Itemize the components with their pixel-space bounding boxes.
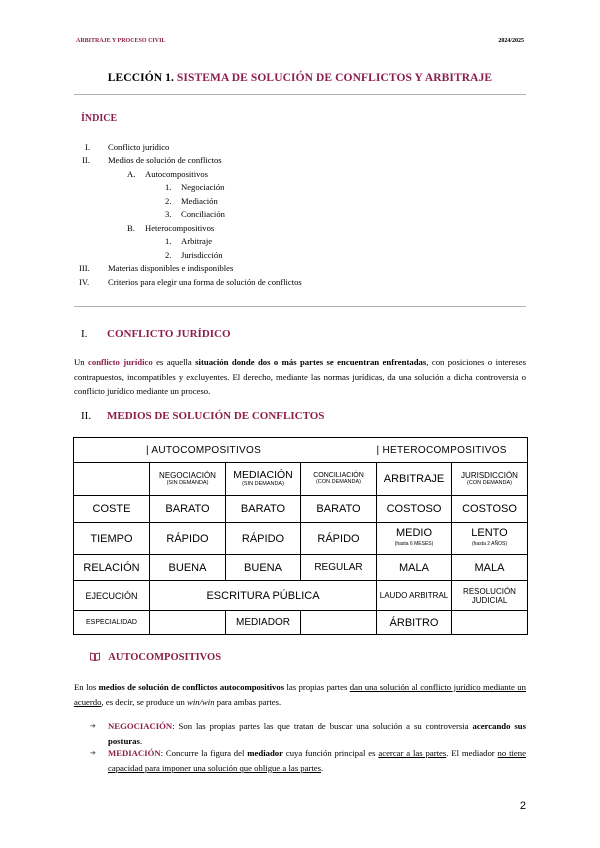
running-header (76, 38, 524, 44)
table-cell: LAUDO ARBITRAL (377, 581, 452, 611)
text-run: es aquella (152, 357, 196, 367)
comparison-table (73, 437, 528, 635)
table-row (74, 581, 528, 611)
toc-label: Autocompositivos (145, 169, 209, 179)
toc-num: 1. (165, 236, 172, 246)
toc-num: III. (79, 263, 90, 273)
col-header-conciliacion (301, 463, 377, 496)
col-title: MEDIACIÓN (233, 469, 293, 481)
italic-term: win/win (187, 696, 215, 707)
toc-item[interactable] (165, 181, 224, 195)
table-cell: RÁPIDO (150, 523, 226, 555)
divider (74, 306, 526, 307)
lesson-title (0, 72, 600, 84)
text-run: , es decir, se produce un (101, 696, 188, 707)
toc-item[interactable] (165, 195, 218, 209)
text-run: las propias partes (284, 682, 350, 692)
table-cell (452, 611, 528, 635)
table-cell: COSTOSO (377, 496, 452, 523)
course-name: ARBITRAJE Y PROCESO CIVIL (76, 38, 166, 44)
bold-phrase: mediador (247, 748, 283, 758)
term-highlight: conflicto jurídico (88, 357, 153, 367)
table-cell (452, 523, 528, 555)
text-run: , con posiciones o intereses contrapuestos, incompatibles y excluyentes. El derecho, mediante las normas jurídicas, da una solución a dicha controversia o conflicto jurídico mediante un proceso. (74, 357, 526, 396)
table-row (74, 555, 528, 581)
toc-label: Arbitraje (181, 236, 213, 246)
toc-item[interactable] (165, 249, 223, 263)
empty-cell (74, 463, 150, 496)
underlined-phrase: acercar a las partes (378, 748, 447, 758)
list-item (90, 719, 526, 748)
section-number: I. (81, 328, 88, 340)
table-cell: BARATO (301, 496, 377, 523)
table-row (74, 438, 528, 463)
section-number: II. (81, 410, 92, 422)
text-run: : Concurre la figura del (160, 748, 248, 758)
table-cell: BARATO (150, 496, 226, 523)
subsection-heading (90, 652, 221, 663)
toc-num: A. (127, 169, 136, 179)
subsection-title: AUTOCOMPOSITIVOS (108, 652, 222, 663)
row-label: COSTE (74, 496, 150, 523)
col-title: CONCILIACIÓN (313, 472, 364, 479)
toc-label: Conflicto jurídico (108, 142, 170, 152)
col-subtitle: (CON DEMANDA) (467, 480, 512, 486)
col-header-arbitraje: ARBITRAJE (377, 463, 452, 496)
table-cell (301, 611, 377, 635)
row-label: TIEMPO (74, 523, 150, 555)
toc-num: I. (85, 142, 91, 152)
keyword: MEDIACIÓN (108, 748, 161, 758)
table-cell: BARATO (226, 496, 301, 523)
toc-num: IV. (79, 277, 90, 287)
toc-item[interactable] (165, 235, 212, 249)
toc-label: Heterocompositivos (145, 223, 215, 233)
text-run: . El mediador (446, 748, 498, 758)
group-header-hetero: | HETEROCOMPOSITIVOS (377, 438, 528, 463)
section-title: MEDIOS DE SOLUCIÓN DE CONFLICTOS (107, 410, 325, 422)
toc-item[interactable] (82, 154, 222, 168)
toc-item[interactable] (85, 141, 169, 155)
table-row (74, 611, 528, 635)
toc-num: B. (127, 223, 135, 233)
text-run: . (139, 735, 143, 746)
list-item-text (90, 746, 526, 775)
text-run: : Son las propias partes las que tratan de buscar una solución a su controversia (172, 721, 473, 731)
col-title: NEGOCIACIÓN (159, 471, 216, 480)
toc-label: Criterios para elegir una forma de solución de conflictos (108, 277, 302, 287)
section-heading (81, 328, 231, 340)
table-cell: REGULAR (301, 555, 377, 581)
table-row (74, 523, 528, 555)
page-number: 2 (519, 800, 526, 812)
toc-num: 3. (165, 209, 172, 219)
section-heading (81, 410, 324, 422)
cell-value: LENTO (471, 526, 508, 539)
table-cell: MALA (452, 555, 528, 581)
table-cell: COSTOSO (452, 496, 528, 523)
group-header-auto: | AUTOCOMPOSITIVOS (74, 438, 377, 463)
toc-label: Mediación (181, 196, 218, 206)
section-title: CONFLICTO JURÍDICO (107, 328, 231, 340)
toc-item[interactable] (79, 276, 302, 290)
autocompositivos-paragraph (74, 680, 526, 709)
col-header-mediacion (226, 463, 301, 496)
text-run: En los (74, 682, 99, 692)
row-label: EJECUCIÓN (74, 581, 150, 611)
table-cell: BUENA (150, 555, 226, 581)
table-cell: ESCRITURA PÚBLICA (150, 581, 377, 611)
underlined-phrase: no tiene capacidad para imponer una solución que obligue a las partes (108, 748, 526, 773)
lesson-name: SISTEMA DE SOLUCIÓN DE CONFLICTOS Y ARBITRAJE (176, 72, 493, 84)
list-item (90, 746, 526, 775)
toc-num: 1. (165, 182, 172, 192)
list-item-text (90, 719, 526, 748)
table-cell: BUENA (226, 555, 301, 581)
table-cell: RÁPIDO (301, 523, 377, 555)
col-title: JURISDICCIÓN (461, 471, 518, 480)
text-run: . (321, 762, 324, 773)
toc-label: Negociación (181, 182, 225, 192)
toc-label: Jurisdicción (181, 250, 223, 260)
toc-item[interactable] (127, 222, 214, 236)
toc-item[interactable] (79, 262, 233, 276)
keyword: NEGOCIACIÓN (108, 721, 173, 731)
toc-label: Materias disponibles e indisponibles (108, 263, 234, 273)
academic-year: 2024/2025 (498, 38, 524, 44)
table-cell: RESOLUCIÓN JUDICIAL (452, 581, 528, 611)
toc-item[interactable] (165, 208, 225, 222)
bold-phrase: acercando sus posturas (108, 721, 526, 746)
text-run: para ambas partes. (214, 696, 282, 707)
divider (74, 94, 526, 95)
table-cell: ÁRBITRO (377, 611, 452, 635)
text-run: Un (74, 357, 89, 367)
table-cell (150, 611, 226, 635)
col-subtitle: (SIN DEMANDA) (166, 480, 209, 486)
cell-note: (hasta 2 AÑOS) (471, 540, 507, 547)
table-row (74, 463, 528, 496)
book-icon (90, 652, 102, 662)
arrow-bullet-icon: ➔ (90, 749, 96, 757)
row-label: RELACIÓN (74, 555, 150, 581)
table-cell (377, 523, 452, 555)
toc-num: 2. (165, 196, 172, 206)
toc-label: Medios de solución de conflictos (108, 155, 222, 165)
bold-phrase: situación donde dos o más partes se encuentran enfrentadas (195, 357, 427, 367)
lesson-number: LECCIÓN 1. (107, 72, 177, 84)
col-header-negociacion (150, 463, 226, 496)
toc-label: Conciliación (181, 209, 225, 219)
toc-item[interactable] (127, 168, 208, 182)
table-cell: RÁPIDO (226, 523, 301, 555)
col-subtitle: (CON DEMANDA) (316, 479, 361, 485)
table-row (74, 496, 528, 523)
definition-paragraph (74, 355, 526, 399)
cell-value: MEDIO (395, 526, 433, 539)
bold-phrase: medios de solución de conflictos autocompositivos (98, 682, 285, 692)
toc-num: II. (82, 155, 90, 165)
underlined-phrase: dan una solución al conflicto jurídico mediante un acuerdo (74, 682, 526, 707)
row-label: ESPECIALIDAD (74, 611, 150, 635)
arrow-bullet-icon: ➔ (90, 722, 96, 730)
col-subtitle: (SIN DEMANDA) (242, 481, 284, 487)
index-heading: ÍNDICE (81, 113, 118, 124)
text-run: cuya función principal es (283, 748, 379, 758)
table-cell: MALA (377, 555, 452, 581)
table-cell: MEDIADOR (226, 611, 301, 635)
toc-num: 2. (165, 250, 172, 260)
cell-note: (hasta 6 MESES) (394, 540, 434, 547)
col-header-jurisdiccion (452, 463, 528, 496)
